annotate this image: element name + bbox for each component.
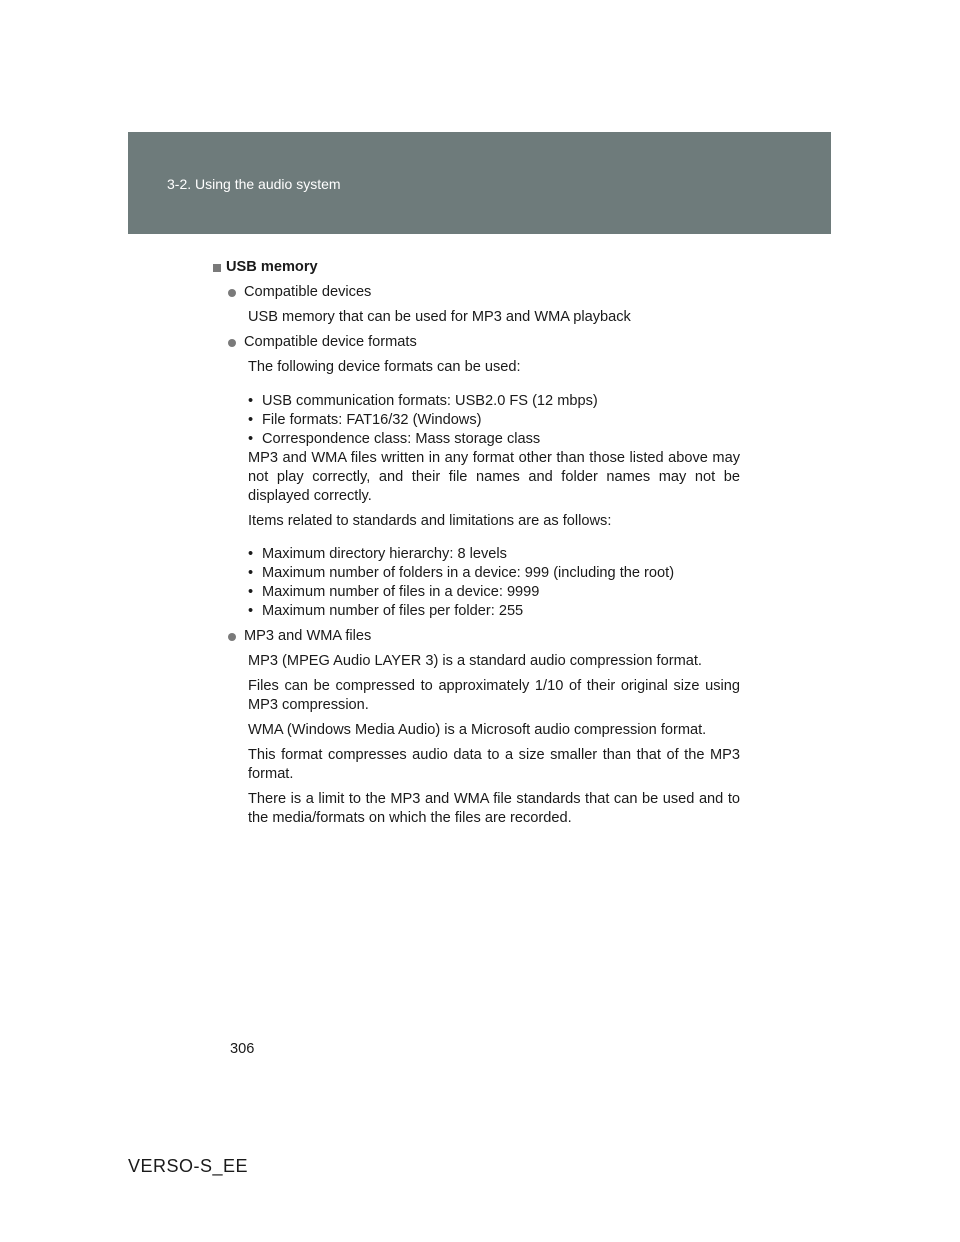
limits-intro: Items related to standards and limitations are as follows: — [248, 512, 612, 529]
square-bullet-icon — [213, 264, 221, 272]
mp3-wma-heading-text: MP3 and WMA files — [244, 628, 372, 645]
format-list — [248, 392, 740, 449]
usb-memory-heading-text: USB memory — [226, 259, 318, 275]
mp3-wma-paragraph: WMA (Windows Media Audio) is a Microsoft audio compression format. — [248, 722, 707, 739]
mp3-wma-heading — [228, 627, 740, 646]
list-item: • Correspondence class: Mass storage class — [248, 430, 541, 447]
compatible-formats-heading — [228, 333, 740, 352]
usb-memory-heading — [210, 258, 740, 277]
list-item: • File formats: FAT16/32 (Windows) — [248, 411, 482, 428]
format-note: MP3 and WMA files written in any format other than those listed above may not play correctly, and their file names and folder names may not be displayed correctly. — [248, 449, 740, 504]
list-item: • Maximum number of files per folder: 255 — [248, 603, 524, 620]
compatible-formats-intro: The following device formats can be used: — [248, 359, 521, 375]
compatible-formats-heading-text: Compatible device formats — [244, 334, 417, 350]
mp3-wma-paragraph: This format compresses audio data to a size smaller than that of the MP3 format. — [248, 747, 740, 783]
section-title: 3-2. Using the audio system — [167, 176, 341, 192]
round-bullet-icon — [228, 289, 236, 297]
round-bullet-icon — [228, 339, 236, 347]
limits-list — [248, 545, 740, 621]
mp3-wma-paragraph: There is a limit to the MP3 and WMA file standards that can be used and to the media/formats on which the files are recorded. — [248, 791, 740, 827]
header-band — [128, 132, 831, 234]
document-code: VERSO-S_EE — [128, 1156, 249, 1176]
mp3-wma-paragraph: MP3 (MPEG Audio LAYER 3) is a standard audio compression format. — [248, 653, 702, 670]
compatible-devices-heading-text: Compatible devices — [244, 284, 372, 300]
page-content — [210, 258, 740, 834]
list-item: • Maximum directory hierarchy: 8 levels — [248, 546, 507, 563]
compatible-devices-text: USB memory that can be used for MP3 and WMA playback — [248, 309, 631, 325]
page-number: 306 — [230, 1041, 255, 1057]
mp3-wma-paragraph: Files can be compressed to approximately 1/10 of their original size using MP3 compression. — [248, 678, 740, 714]
round-bullet-icon — [228, 633, 236, 641]
compatible-devices-heading — [228, 283, 740, 302]
list-item: • USB communication formats: USB2.0 FS (12 mbps) — [248, 392, 598, 409]
list-item: • Maximum number of folders in a device: 999 (including the root) — [248, 565, 675, 582]
list-item: • Maximum number of files in a device: 9999 — [248, 584, 540, 601]
